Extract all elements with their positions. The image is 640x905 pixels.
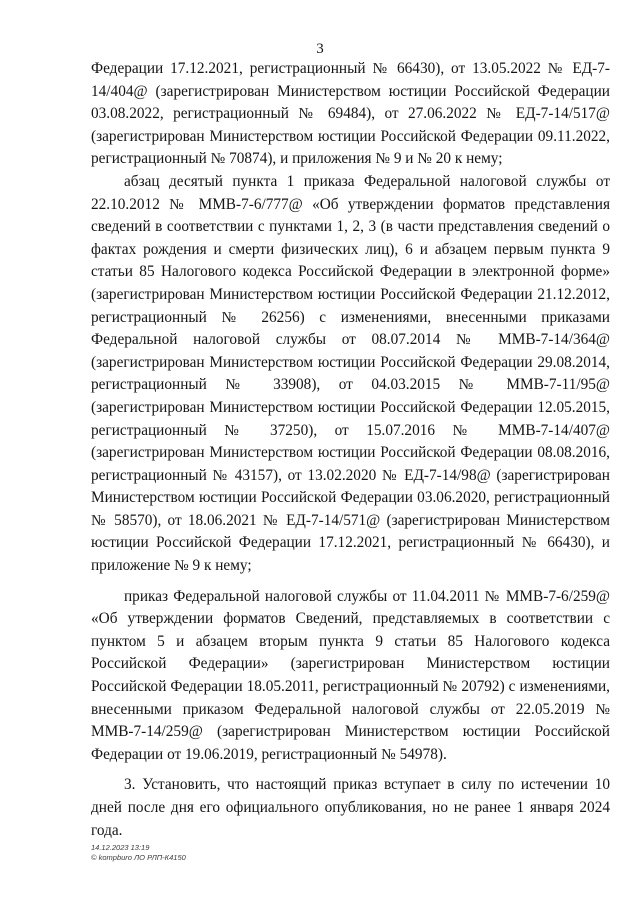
paragraph-continuation: Федерации 17.12.2021, регистрационный № 66430), от 13.05.2022 № ЕД-7-14/404@ (зарегистрирован Министерством юстиции Российской Федерации 03.08.2022, регистрационный № 69484), от 27.06.2022 № ЕД-7-14/517@ (зарегистрирован Министерством юстиции Российской Федерации 09.11.2022, регистрационный № 70874), и приложения № 9 и № 20 к нему; — [91, 60, 610, 168]
paragraph-item-3: 3. Установить, что настоящий приказ вступает в силу по истечении 10 дней после дня его официального опубликования, но не ранее 1 января 2024 года. — [91, 776, 610, 839]
footer-timestamp: 14.12.2023 13:19 — [91, 843, 150, 852]
footer-stamp — [91, 843, 186, 863]
footer-source: © kompburo ЛО РЛП-К4150 — [91, 853, 186, 862]
paragraph-prikaz-mmv-259: приказ Федеральной налоговой службы от 11.04.2011 № ММВ-7-6/259@ «Об утверждении форматов Сведений, представляемых в соответствии с пунктом 5 и абзацем вторым пункта 9 статьи 85 Налогового кодекса Российской Федерации» (зарегистрирован Министерством юстиции Российской Федерации 18.05.2011, регистрационный № 20792) с изменениями, внесенными приказом Федеральной налоговой службы от 22.05.2019 № ММВ-7-14/259@ (зарегистрирован Министерством юстиции Российской Федерации от 19.06.2019, регистрационный № 54978). — [91, 587, 610, 763]
paragraph-abzac-desyatyi: абзац десятый пункта 1 приказа Федеральной налоговой службы от 22.10.2012 № ММВ-7-6/777@ «Об утверждении форматов представления сведений в соответствии с пунктами 1, 2, 3 (в части представления сведений о фактах рождения и смерти физических лиц), 6 и абзацем первым пункта 9 статьи 85 Налогового кодекса Российской Федерации в электронной форме» (зарегистрирован Министерством юстиции Российской Федерации 21.12.2012, регистрационный № 26256) с изменениями, внесенными приказами Федеральной налоговой службы от 08.07.2014 № ММВ-7-14/364@ (зарегистрирован Министерством юстиции Российской Федерации 29.08.2014, регистрационный № 33908), от 04.03.2015 № ММВ-7-11/95@ (зарегистрирован Министерством юстиции Российской Федерации 12.05.2015, регистрационный № 37250), от 15.07.2016 № ММВ-7-14/407@ (зарегистрирован Министерством юстиции Российской Федерации 08.08.2016, регистрационный № 43157), от 13.02.2020 № ЕД-7-14/98@ (зарегистрирован Министерством юстиции Российской Федерации 03.06.2020, регистрационный № 58570), от 18.06.2021 № ЕД-7-14/571@ (зарегистрирован Министерством юстиции Российской Федерации 17.12.2021, регистрационный № 66430), и приложение № 9 к нему; — [91, 172, 610, 575]
document-body — [91, 58, 610, 842]
page-number: 3 — [316, 41, 324, 57]
